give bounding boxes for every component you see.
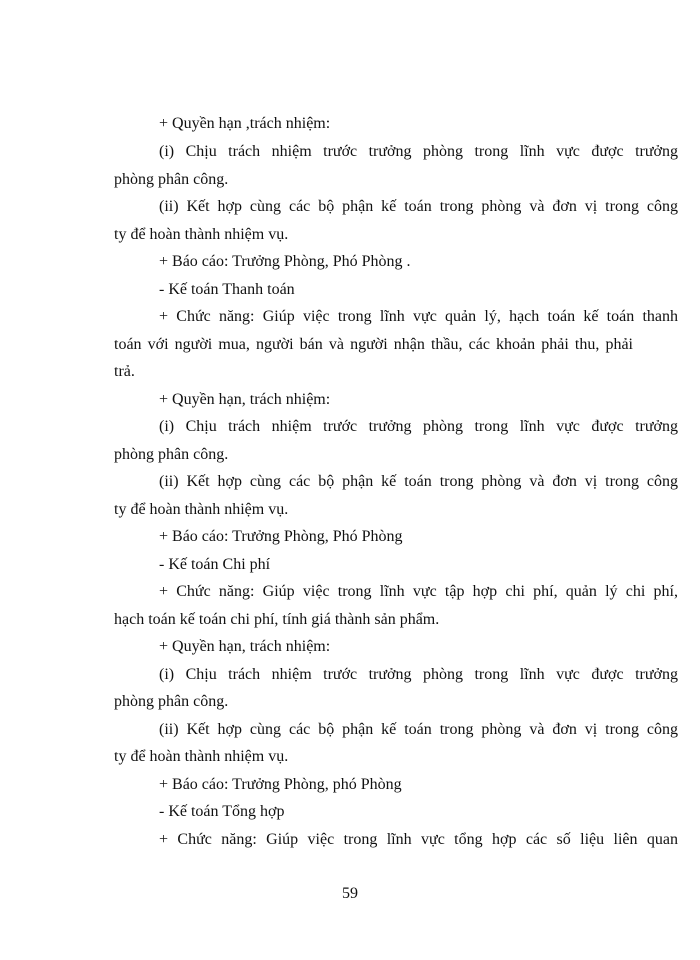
text-line: phòng phân công. [114, 693, 229, 710]
text-line: + Báo cáo: Trưởng Phòng, phó Phòng [159, 776, 402, 793]
text-line: (i) Chịu trách nhiệm trước trưởng phòng trong lĩnh vực được trưởng [159, 418, 678, 435]
text-line: + Chức năng: Giúp việc trong lĩnh vực tổng hợp các số liệu liên quan [159, 831, 678, 848]
page-number: 59 [342, 885, 358, 902]
text-line: (i) Chịu trách nhiệm trước trưởng phòng trong lĩnh vực được trưởng [159, 666, 678, 683]
text-line: phòng phân công. [114, 171, 229, 188]
text-line: (ii) Kết hợp cùng các bộ phận kế toán trong phòng và đơn vị trong công [159, 473, 678, 490]
text-line: ty để hoàn thành nhiệm vụ. [114, 501, 289, 518]
text-line: (ii) Kết hợp cùng các bộ phận kế toán trong phòng và đơn vị trong công [159, 721, 678, 738]
text-line: + Chức năng: Giúp việc trong lĩnh vực tập hợp chi phí, quản lý chi phí, [159, 583, 678, 600]
text-line: + Báo cáo: Trưởng Phòng, Phó Phòng [159, 528, 403, 545]
section-heading: - Kế toán Chi phí [159, 556, 271, 573]
section-heading: - Kế toán Tổng hợp [159, 803, 285, 820]
text-line: toán với người mua, người bán và người nhận thầu, các khoản phải thu, phải [114, 336, 633, 353]
text-line: (ii) Kết hợp cùng các bộ phận kế toán trong phòng và đơn vị trong công [159, 198, 678, 215]
text-line: + Báo cáo: Trưởng Phòng, Phó Phòng . [159, 253, 411, 270]
text-line: + Quyền hạn, trách nhiệm: [159, 391, 331, 408]
text-line: hạch toán kế toán chi phí, tính giá thành sản phẩm. [114, 611, 440, 628]
section-heading: - Kế toán Thanh toán [159, 281, 295, 298]
text-line: + Quyền hạn ,trách nhiệm: [159, 115, 331, 132]
text-line: trả. [114, 363, 135, 380]
text-line: phòng phân công. [114, 446, 229, 463]
text-line: (i) Chịu trách nhiệm trước trưởng phòng trong lĩnh vực được trưởng [159, 143, 678, 160]
text-line: ty để hoàn thành nhiệm vụ. [114, 226, 289, 243]
text-line: + Chức năng: Giúp việc trong lĩnh vực quản lý, hạch toán kế toán thanh [159, 308, 678, 325]
text-line: ty để hoàn thành nhiệm vụ. [114, 748, 289, 765]
text-line: + Quyền hạn, trách nhiệm: [159, 638, 331, 655]
